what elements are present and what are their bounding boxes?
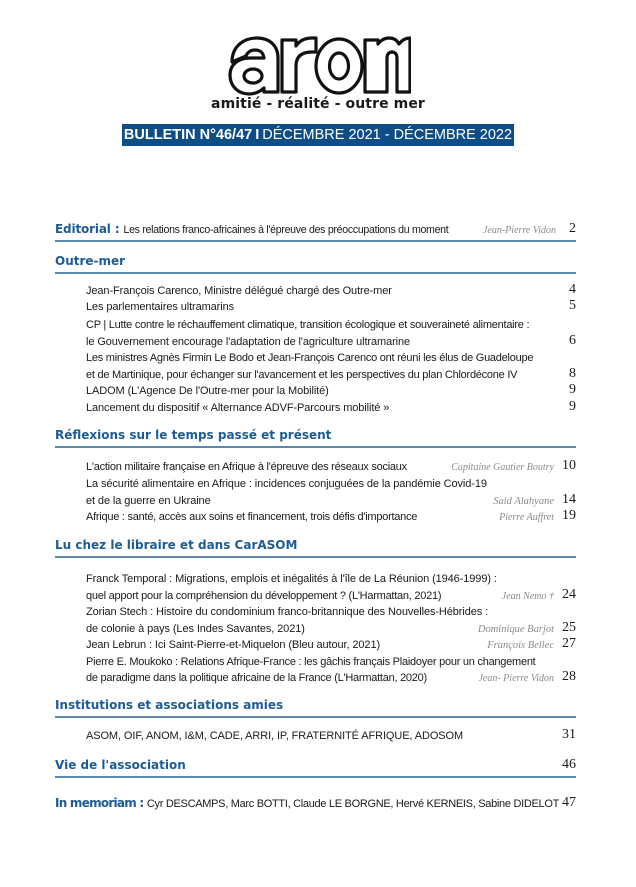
toc-entry-line[interactable]	[86, 570, 576, 586]
entry-author: Capitaine Gautier Boutry	[451, 462, 554, 473]
entry-page: 9	[569, 382, 576, 397]
toc-entry[interactable]	[86, 366, 576, 382]
entry-page: 4	[569, 282, 576, 297]
toc-entry[interactable]	[86, 492, 576, 508]
section-institutions[interactable]	[55, 696, 576, 718]
toc-entry-line[interactable]	[86, 316, 576, 332]
entry-page: 6	[569, 333, 576, 348]
editorial-author: Jean-Pierre Vidon	[482, 225, 556, 236]
entry-title: Zorian Stech : Histoire du condominium franco-britannique des Nouvelles-Hébrides :	[86, 606, 489, 618]
toc-entry[interactable]	[86, 282, 576, 298]
editorial-label: Editorial	[55, 222, 111, 236]
bulletin-separator: I	[255, 127, 260, 143]
editorial-colon: :	[114, 222, 120, 236]
entry-title: Jean Lebrun : Ici Saint-Pierre-et-Miquelon (Bleu autour, 2021)	[86, 639, 381, 651]
toc-entry[interactable]	[86, 669, 576, 685]
entry-page: 8	[569, 366, 576, 381]
memoriam-label: In memoriam	[55, 796, 136, 810]
toc-entry-line[interactable]	[86, 603, 576, 619]
entry-title: Franck Temporal : Migrations, emplois et inégalités à l'île de La Réunion (1946-1999) :	[86, 573, 497, 585]
entry-page: 10	[562, 458, 576, 473]
section-title: Outre-mer	[55, 254, 126, 268]
toc-entry[interactable]	[86, 399, 576, 415]
entry-page: 19	[562, 508, 576, 523]
in-memoriam[interactable]	[55, 794, 576, 812]
entry-page: 27	[562, 636, 576, 651]
entry-page: 9	[569, 399, 576, 414]
entry-title: LADOM (L'Agence De l'Outre-mer pour la Mobilité)	[86, 385, 329, 397]
entry-title: L'action militaire française en Afrique à l'épreuve des réseaux sociaux	[86, 461, 407, 473]
entry-title: le Gouvernement encourage l'adaptation de l'agriculture ultramarine	[86, 336, 411, 348]
toc-entry[interactable]	[86, 727, 576, 743]
editorial-page: 2	[569, 221, 576, 236]
entry-title: de paradigme dans la politique africaine de la France (L'Harmattan, 2020)	[86, 672, 427, 684]
memoriam-names: Cyr DESCAMPS, Marc BOTTI, Claude LE BORGNE, Hervé KERNEIS, Sabine DIDELOT	[146, 798, 560, 810]
entry-page: 28	[562, 669, 576, 684]
entry-title: quel apport pour la compréhension du développement ? (L'Harmattan, 2021)	[86, 590, 442, 602]
memoriam-page: 47	[562, 795, 576, 810]
section-lu-chez-le-libraire[interactable]	[55, 536, 576, 558]
entry-title: et de la guerre en Ukraine	[86, 495, 211, 507]
entry-author: Said Alahyane	[493, 496, 554, 507]
entry-title: Afrique : santé, accès aux soins et financement, trois défis d'importance	[86, 511, 418, 523]
memoriam-colon: :	[139, 796, 144, 810]
toc-entry-line[interactable]	[86, 349, 576, 365]
bulletin-banner	[122, 124, 514, 146]
entry-author: François Bellec	[487, 640, 554, 651]
editorial-title-group	[55, 222, 448, 236]
entry-author: Jean- Pierre Vidon	[478, 673, 554, 684]
entry-author: Dominique Barjot	[477, 624, 554, 635]
entry-title: Les ministres Agnès Firmin Le Bodo et Jean-François Carenco ont réuni les élus de Guadeloupe	[86, 352, 534, 364]
entry-title: ASOM, OIF, ANOM, I&M, CADE, ARRI, IP, FRATERNITÉ AFRIQUE, ADOSOM	[86, 730, 464, 742]
entry-title: CP | Lutte contre le réchauffement climatique, transition écologique et souveraineté alimentaire :	[86, 319, 530, 331]
section-title: Institutions et associations amies	[55, 698, 284, 712]
entry-author: Jean Nemo †	[501, 591, 554, 602]
toc-entry[interactable]	[86, 382, 576, 398]
section-title: Lu chez le libraire et dans CarASOM	[55, 538, 298, 552]
bulletin-period: DÉCEMBRE 2021 - DÉCEMBRE 2022	[262, 127, 513, 143]
entry-author: Pierre Auffret	[499, 512, 554, 523]
entry-page: 24	[562, 587, 576, 602]
entry-title: La sécurité alimentaire en Afrique : incidences conjuguées de la pandémie Covid-19	[86, 478, 487, 490]
editorial-heading[interactable]	[55, 220, 576, 242]
entry-title: Jean-François Carenco, Ministre délégué chargé des Outre-mer	[86, 285, 392, 297]
toc-entry-line[interactable]	[86, 653, 576, 669]
entry-page: 5	[569, 298, 576, 313]
section-title: Vie de l'association	[55, 758, 186, 772]
editorial-title: Les relations franco-africaines à l'épreuve des préoccupations du moment	[123, 224, 449, 236]
section-title: Réflexions sur le temps passé et présent	[55, 428, 332, 442]
toc-entry[interactable]	[86, 587, 576, 603]
entry-title: et de Martinique, pour échanger sur l'avancement et les perspectives du plan Chlordécone IV	[86, 369, 518, 381]
bulletin-number: BULLETIN N°46/47	[123, 127, 253, 143]
entry-page: 31	[562, 727, 576, 742]
toc-entry-line[interactable]	[86, 475, 576, 491]
section-reflexions[interactable]	[55, 426, 576, 448]
toc-entry[interactable]	[86, 298, 576, 314]
tagline: amitié - réalité - outre mer	[211, 96, 425, 112]
entry-title: Les parlementaires ultramarins	[86, 301, 235, 313]
entry-title: Pierre E. Moukoko : Relations Afrique-France : les gâchis français Plaidoyer pour un changement	[86, 656, 536, 668]
memoriam-title-group	[55, 796, 559, 810]
section-outre-mer[interactable]	[55, 252, 576, 274]
section-page: 46	[562, 757, 576, 772]
entry-page: 25	[562, 620, 576, 635]
toc-entry[interactable]	[86, 333, 576, 349]
section-vie-association[interactable]	[55, 756, 576, 778]
toc-entry[interactable]	[86, 636, 576, 652]
entry-page: 14	[562, 492, 576, 507]
arom-logo	[226, 28, 411, 96]
entry-title: Lancement du dispositif « Alternance ADVF-Parcours mobilité »	[86, 402, 390, 414]
toc-entry[interactable]	[86, 458, 576, 474]
toc-entry[interactable]	[86, 620, 576, 636]
entry-title: de colonie à pays (Les Indes Savantes, 2021)	[86, 623, 305, 635]
toc-entry[interactable]	[86, 508, 576, 524]
